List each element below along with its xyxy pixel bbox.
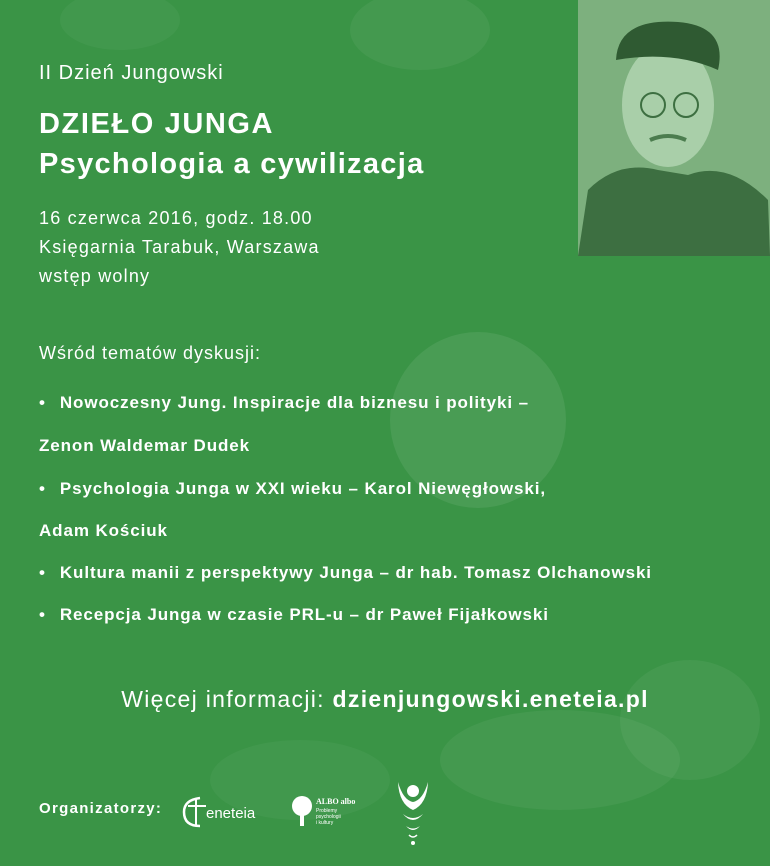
- more-info-label: Więcej informacji:: [121, 686, 325, 712]
- topic-text: Psychologia Junga w XXI wieku – Karol Niewęgłowski,: [59, 479, 546, 498]
- topic-text: Kultura manii z perspektywy Junga – dr hab. Tomasz Olchanowski: [59, 563, 652, 582]
- svg-text:psychologii: psychologii: [316, 814, 341, 820]
- albo-albo-logo: [290, 794, 360, 835]
- svg-text:i kultury: i kultury: [316, 820, 334, 826]
- event-subtitle: II Dzień Jungowski: [39, 62, 224, 84]
- more-info-link[interactable]: dzienjungowski.eneteia.pl: [332, 686, 649, 712]
- topic-item-1: [39, 393, 529, 413]
- event-title-line2: Psychologia a cywilizacja: [39, 148, 425, 180]
- more-info: [0, 686, 770, 713]
- event-entry: wstęp wolny: [39, 266, 151, 286]
- topic-item-2-speaker: Adam Kościuk: [39, 521, 168, 540]
- topic-text: Nowoczesny Jung. Inspiracje dla biznesu i polityki –: [59, 393, 529, 412]
- eneteia-logo: [178, 794, 268, 835]
- svg-text:Problemy: Problemy: [316, 808, 338, 814]
- event-date: 16 czerwca 2016, godz. 18.00: [39, 208, 313, 228]
- event-place: Księgarnia Tarabuk, Warszawa: [39, 237, 320, 257]
- organizers-label: Organizatorzy:: [39, 800, 163, 817]
- event-title: DZIEŁO JUNGA: [39, 108, 275, 140]
- svg-text:ALBO albo: ALBO albo: [316, 797, 356, 806]
- topic-item-4: [39, 605, 549, 625]
- topics-heading: Wśród tematów dyskusji:: [39, 343, 262, 363]
- topic-item-2: [39, 479, 546, 499]
- topic-text: Recepcja Junga w czasie PRL-u – dr Paweł Fijałkowski: [59, 605, 549, 624]
- figure-symbol-logo: [395, 780, 431, 855]
- topic-item-3: [39, 563, 652, 583]
- carl-jung-portrait-photo: [578, 0, 770, 256]
- eneteia-logo-text: eneteia: [206, 805, 256, 822]
- topic-item-1-speaker: Zenon Waldemar Dudek: [39, 436, 251, 455]
